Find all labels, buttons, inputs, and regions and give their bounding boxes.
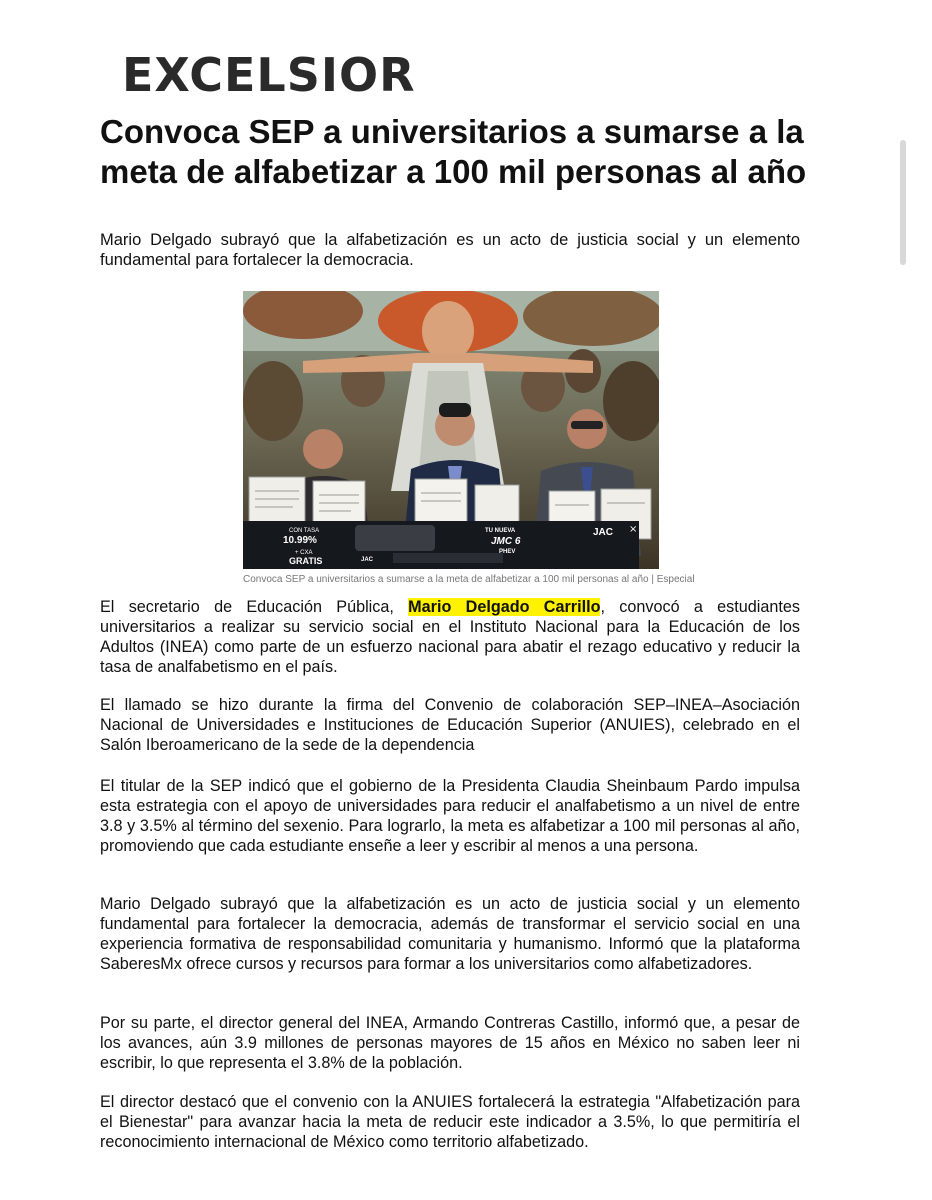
- highlighted-name-link[interactable]: Mario Delgado Carrillo: [408, 598, 601, 616]
- ad-model-tag: PHEV: [499, 549, 516, 555]
- paragraph-1-rest: , convocó a estudiantes universitarios a realizar su servicio social en el Instituto Nacional para la Educación de los Adultos (INEA) como parte de un esfuerzo nacional para abatir el rezago educativo y reducir la tasa de analfabetismo en el país.: [100, 598, 800, 676]
- ad-banner[interactable]: [243, 521, 639, 569]
- ad-vehicle-image: [355, 525, 435, 551]
- article-headline: Convoca SEP a universitarios a sumarse a la meta de alfabetizar a 100 mil personas al año: [100, 113, 807, 190]
- ad-rate-label: CON TASA: [289, 528, 320, 534]
- ad-promo-label: TU NUEVA: [485, 528, 516, 534]
- article-dek: Mario Delgado subrayó que la alfabetización es un acto de justicia social y un elemento fundamental para fortalecer la democracia.: [100, 231, 800, 269]
- masthead-logo[interactable]: EXCELSIOR: [122, 48, 416, 102]
- paragraph-1-lead: El secretario de Educación Pública,: [100, 598, 409, 616]
- article-paragraph-1: [100, 597, 800, 677]
- ad-extra-label: + CXA: [295, 550, 313, 556]
- photo-caption: Convoca SEP a universitarios a sumarse a la meta de alfabetizar a 100 mil personas al año | Especial: [243, 574, 695, 585]
- ad-brand-small: JAC: [361, 557, 374, 563]
- article-paragraph-2: El llamado se hizo durante la firma del Convenio de colaboración SEP–INEA–Asociación Nacional de Universidades e Instituciones de Educación Superior (ANUIES), celebrado en el Salón Iberoamericano de la sede de la dependencia: [100, 696, 800, 754]
- article-paragraph-3: El titular de la SEP indicó que el gobierno de la Presidenta Claudia Sheinbaum Pardo impulsa esta estrategia con el apoyo de universidades para reducir el analfabetismo a un nivel de entre 3.8 y 3.5% al término del sexenio. Para lograrlo, la meta es alfabetizar a 100 mil personas al año, promoviendo que cada estudiante enseñe a leer y escribir al menos a una persona.: [100, 777, 800, 855]
- ad-model-name: JMC 6: [491, 536, 521, 547]
- article-paragraph-4: Mario Delgado subrayó que la alfabetización es un acto de justicia social y un elemento fundamental para fortalecer la democracia, además de transformar el servicio social en una experiencia formativa de responsabilidad comunitaria y humanismo. Informó que la plataforma SaberesMx ofrece cursos y recursos para formar a los universitarios como alfabetizadores.: [100, 895, 800, 973]
- article-paragraph-5: Por su parte, el director general del INEA, Armando Contreras Castillo, informó que, a pesar de los avances, aún 3.9 millones de personas mayores de 15 años en México no saben leer ni escribir, lo que representa el 3.8% de la población.: [100, 1014, 800, 1072]
- article-photo: [243, 291, 659, 569]
- ad-brand-logo: JAC: [593, 527, 614, 538]
- ad-rate-value: 10.99%: [283, 535, 317, 546]
- article-paragraph-6: El director destacó que el convenio con la ANUIES fortalecerá la estrategia "Alfabetización para el Bienestar" para avanzar hacia la meta de reducir este indicador a 3.5%, lo que permitiría el reconocimiento internacional de México como territorio alfabetizado.: [100, 1093, 800, 1151]
- scrollbar[interactable]: [900, 140, 906, 265]
- ad-extra-value: GRATIS: [289, 556, 323, 566]
- ad-close-icon[interactable]: ×: [629, 524, 638, 535]
